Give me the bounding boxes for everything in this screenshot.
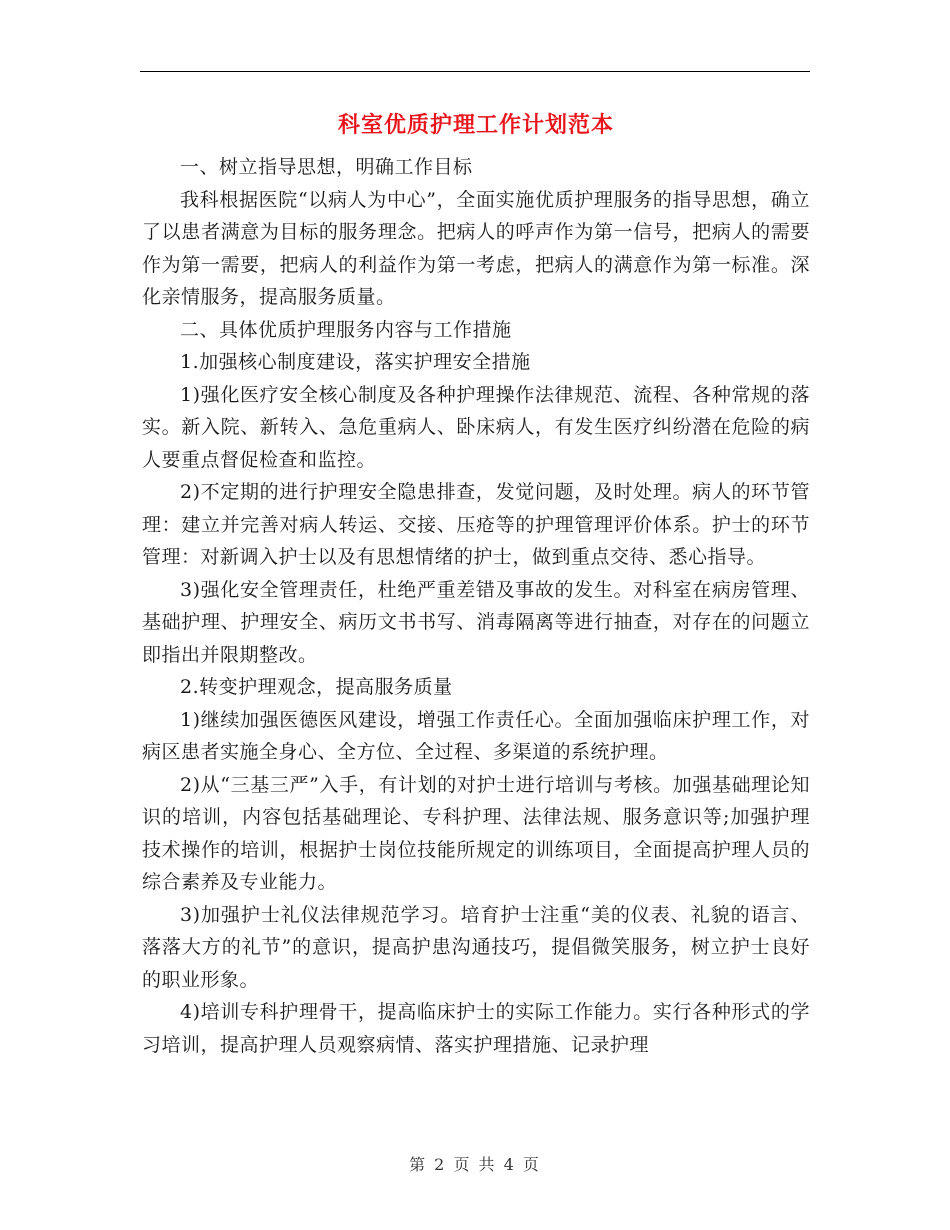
heading-section-2: 二、具体优质护理服务内容与工作措施	[180, 318, 512, 341]
paragraph-2-1-item-3: 3)强化安全管理责任，杜绝严重差错及事故的发生。对科室在病房管理、基础护理、护理安全、病历文书书写、消毒隔离等进行抽查，对存在的问题立即指出并限期整改。	[142, 578, 810, 666]
paragraph-2-1-item-1: 1)强化医疗安全核心制度及各种护理操作法律规范、流程、各种常规的落实。新入院、新转入、急危重病人、卧床病人，有发生医疗纠纷潜在危险的病人要重点督促检查和监控。	[142, 383, 810, 471]
paragraph-guiding-idea: 我科根据医院“以病人为中心”，全面实施优质护理服务的指导思想，确立了以患者满意为目标的服务理念。把病人的呼声作为第一信号，把病人的需要作为第一需要，把病人的利益作为第一考虑，把病人的满意作为第一标准。深化亲情服务，提高服务质量。	[142, 188, 810, 308]
document-body	[142, 105, 810, 1061]
page-number-footer: 第 2 页 共 4 页	[409, 1155, 541, 1174]
paragraph-2-1-item-2: 2)不定期的进行护理安全隐患排查，发觉问题，及时处理。病人的环节管理：建立并完善对病人转运、交接、压疮等的护理管理评价体系。护士的环节管理：对新调入护士以及有思想情绪的护士，做到重点交待、悉心指导。	[142, 481, 810, 568]
paragraph-2-2-item-2: 2)从“三基三严”入手，有计划的对护士进行培训与考核。加强基础理论知识的培训，内容包括基础理论、专科护理、法律法规、服务意识等;加强护理技术操作的培训，根据护士岗位技能所规定的训练项目，全面提高护理人员的综合素养及专业能力。	[142, 773, 810, 893]
heading-section-1: 一、树立指导思想，明确工作目标	[180, 156, 473, 178]
paragraph-2-2-item-4: 4)培训专科护理骨干，提高临床护士的实际工作能力。实行各种形式的学习培训，提高护理人员观察病情、落实护理措施、记录护理	[142, 1001, 810, 1056]
subheading-2-1: 1.加强核心制度建设，落实护理安全措施	[180, 351, 531, 373]
document-title: 科室优质护理工作计划范本	[337, 112, 614, 138]
header-rule	[140, 71, 810, 72]
paragraph-2-2-item-3: 3)加强护士礼仪法律规范学习。培育护士注重“美的仪表、礼貌的语言、落落大方的礼节”的意识，提高护患沟通技巧，提倡微笑服务，树立护士良好的职业形象。	[142, 903, 810, 991]
paragraph-2-2-item-1: 1)继续加强医德医风建设，增强工作责任心。全面加强临床护理工作，对病区患者实施全身心、全方位、全过程、多渠道的系统护理。	[142, 708, 810, 763]
subheading-2-2: 2.转变护理观念，提高服务质量	[180, 676, 453, 698]
